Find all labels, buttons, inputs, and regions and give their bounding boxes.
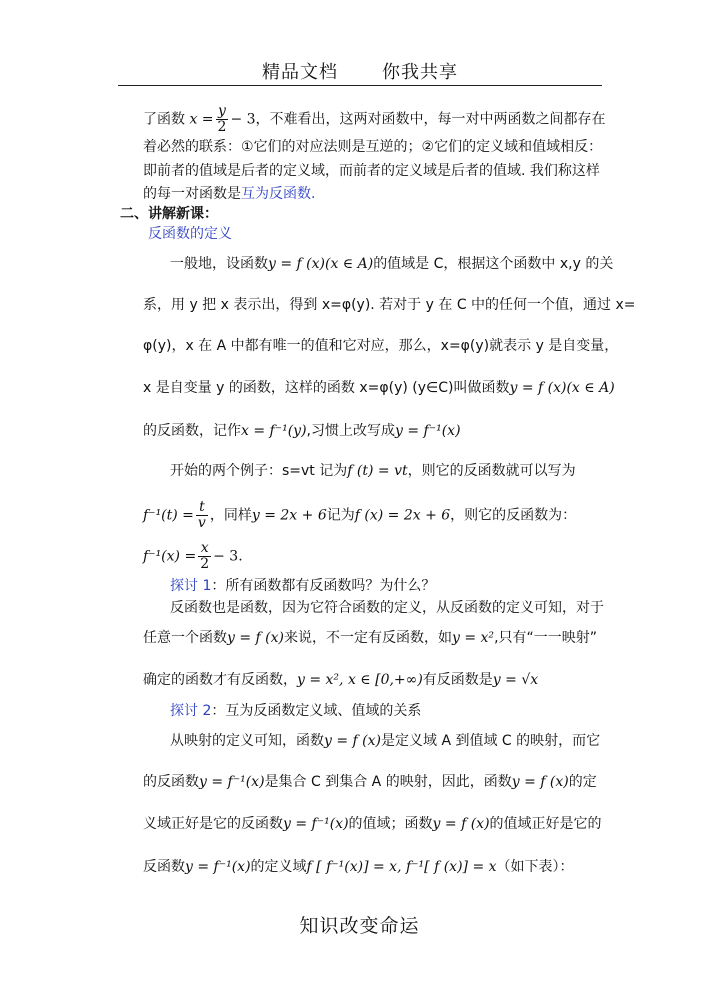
text-segment: 反函数: [143, 859, 185, 875]
fraction-numerator: y: [216, 104, 229, 120]
text-line-2: 着必然的联系：①它们的对应法则是互逆的；②它们的定义域和值域相反：: [143, 139, 603, 155]
text-segment: 的值域是 C，根据这个函数中 x,y 的关: [373, 256, 614, 272]
text-segment: 的值域；函数: [348, 816, 433, 832]
text-segment: ,习惯上改写成: [306, 423, 395, 439]
discussion-1-line-3: [143, 670, 538, 690]
text-line-1: [143, 104, 606, 135]
text-segment: 是定义域 A 到值域 C 的映射，而它: [381, 733, 601, 749]
math-inline: y = f (x)(x ∈ A): [268, 256, 374, 272]
fraction-denominator: 2: [217, 119, 227, 135]
para-1-line-4: [143, 378, 615, 398]
para-2-line-3: [143, 541, 243, 572]
math-inline: y = f⁻¹(x): [283, 816, 349, 832]
text-segment: ：互为反函数定义域、值域的关系: [211, 703, 422, 719]
fraction: [216, 104, 229, 135]
page-footer: 知识改变命运: [299, 915, 420, 937]
text-segment: 开始的两个例子：s=vt 记为: [170, 463, 348, 479]
text-segment: 任意一个函数: [143, 630, 227, 646]
text-segment: 确定的函数才有反函数，: [143, 672, 297, 688]
text-segment: 的每一对函数是: [143, 186, 241, 202]
math-inline: f (x) = 2x + 6: [354, 507, 451, 524]
text-segment: ，则它的反函数就可以写为: [407, 463, 576, 479]
text-line-3: 即前者的值域是后者的定义域，而前者的定义域是后者的值域. 我们称这样: [143, 163, 600, 179]
header-right: 你我共享: [382, 62, 458, 83]
para-1-line-1: [170, 254, 613, 274]
section-heading: 二、讲解新课：: [120, 206, 218, 222]
fraction: [196, 500, 208, 531]
text-segment: 从映射的定义可知，函数: [170, 733, 324, 749]
para-1-line-5: [143, 421, 461, 441]
text-segment: （如下表）：: [496, 859, 574, 875]
discussion-2-line-1: [170, 731, 600, 751]
text-segment: 了函数: [143, 111, 185, 128]
fraction-numerator: t: [196, 500, 208, 516]
math-inline: y = f⁻¹(x): [199, 774, 265, 790]
text-segment: 的反函数，记作: [143, 423, 241, 439]
discussion-2-heading: [170, 701, 421, 721]
page-header: [118, 58, 602, 84]
text-segment: 一般地，设函数: [170, 256, 268, 272]
math-inline: y = f⁻¹(x): [185, 859, 251, 875]
discussion-label: 探讨 1: [170, 578, 212, 594]
math-inline: f (t) = vt: [347, 463, 408, 479]
math-inline: f⁻¹(t) =: [143, 507, 194, 524]
text-segment: 的值域正好是它的: [489, 816, 602, 832]
text-segment: 记为: [326, 507, 355, 524]
text-segment: 是集合 C 到集合 A 的映射，因此，函数: [264, 774, 512, 790]
math-inline: f [ f⁻¹(x)] = x, f⁻¹[ f (x)] = x: [306, 859, 497, 875]
fraction-denominator: 2: [200, 556, 210, 572]
math-inline: y = f (x)(x ∈ A): [509, 380, 615, 396]
math-inline: y = x²: [452, 630, 495, 646]
discussion-2-line-4: [143, 857, 574, 877]
math-inline: y = f (x): [324, 733, 381, 749]
math-inline: x = f⁻¹(y): [241, 423, 307, 439]
text-segment: ，不难看出，这两对函数中，每一对中两函数之间都存在: [255, 111, 606, 128]
fraction: [198, 541, 211, 572]
text-segment: x 是自变量 y 的函数，这样的函数 x=φ(y) (y∈C)叫做函数: [143, 380, 510, 396]
math-inline: x =: [189, 111, 214, 128]
header-rule: [118, 85, 602, 86]
para-2-line-2: [143, 500, 576, 531]
text-segment: ,只有“一一映射”: [494, 630, 598, 646]
discussion-1-heading: [170, 576, 435, 596]
text-segment: 的定义域: [250, 859, 307, 875]
para-1-line-2: 系，用 y 把 x 表示出，得到 x=φ(y). 若对于 y 在 C 中的任何一个值，通过 x=: [143, 297, 636, 313]
math-inline: y = f (x): [511, 774, 569, 790]
fraction-denominator: v: [197, 515, 206, 531]
math-inline: y = 2x + 6: [251, 507, 327, 524]
text-segment: 有反函数是: [422, 672, 493, 688]
discussion-2-line-2: [143, 772, 597, 792]
fraction-numerator: x: [198, 541, 211, 557]
text-segment: 义域正好是它的反函数: [143, 816, 283, 832]
math-inline: y = x², x ∈ [0,+∞): [297, 672, 423, 688]
discussion-1-line-1: 反函数也是函数，因为它符合函数的定义，从反函数的定义可知，对于: [170, 600, 604, 616]
text-line-4: [143, 184, 315, 204]
math-inline: − 3.: [213, 548, 243, 565]
discussion-1-line-2: [143, 628, 597, 648]
para-1-line-3: φ(y)，x 在 A 中都有唯一的值和它对应，那么，x=φ(y)就表示 y 是自变量，: [143, 338, 619, 354]
math-inline: y = f (x): [227, 630, 284, 646]
text-segment: ，则它的反函数为：: [450, 507, 577, 524]
highlight-term: 互为反函数: [241, 186, 311, 202]
header-left: 精品文档: [262, 62, 338, 83]
discussion-label: 探讨 2: [170, 703, 212, 719]
para-2-line-1: [170, 461, 576, 481]
math-inline: y = √x: [492, 672, 539, 688]
math-inline: y = f (x): [432, 816, 490, 832]
text-segment: 的反函数: [143, 774, 199, 790]
math-inline: f⁻¹(x) =: [143, 548, 197, 565]
text-segment: .: [311, 186, 316, 202]
math-inline: y = f⁻¹(x): [395, 423, 461, 439]
text-segment: 的定: [568, 774, 597, 790]
text-segment: 来说，不一定有反函数，如: [284, 630, 452, 646]
discussion-2-line-3: [143, 814, 602, 834]
subsection-title: 反函数的定义: [148, 226, 232, 242]
text-segment: ，同样: [209, 507, 252, 524]
text-segment: ：所有函数都有反函数吗？为什么？: [211, 578, 436, 594]
math-inline: − 3: [230, 111, 256, 128]
